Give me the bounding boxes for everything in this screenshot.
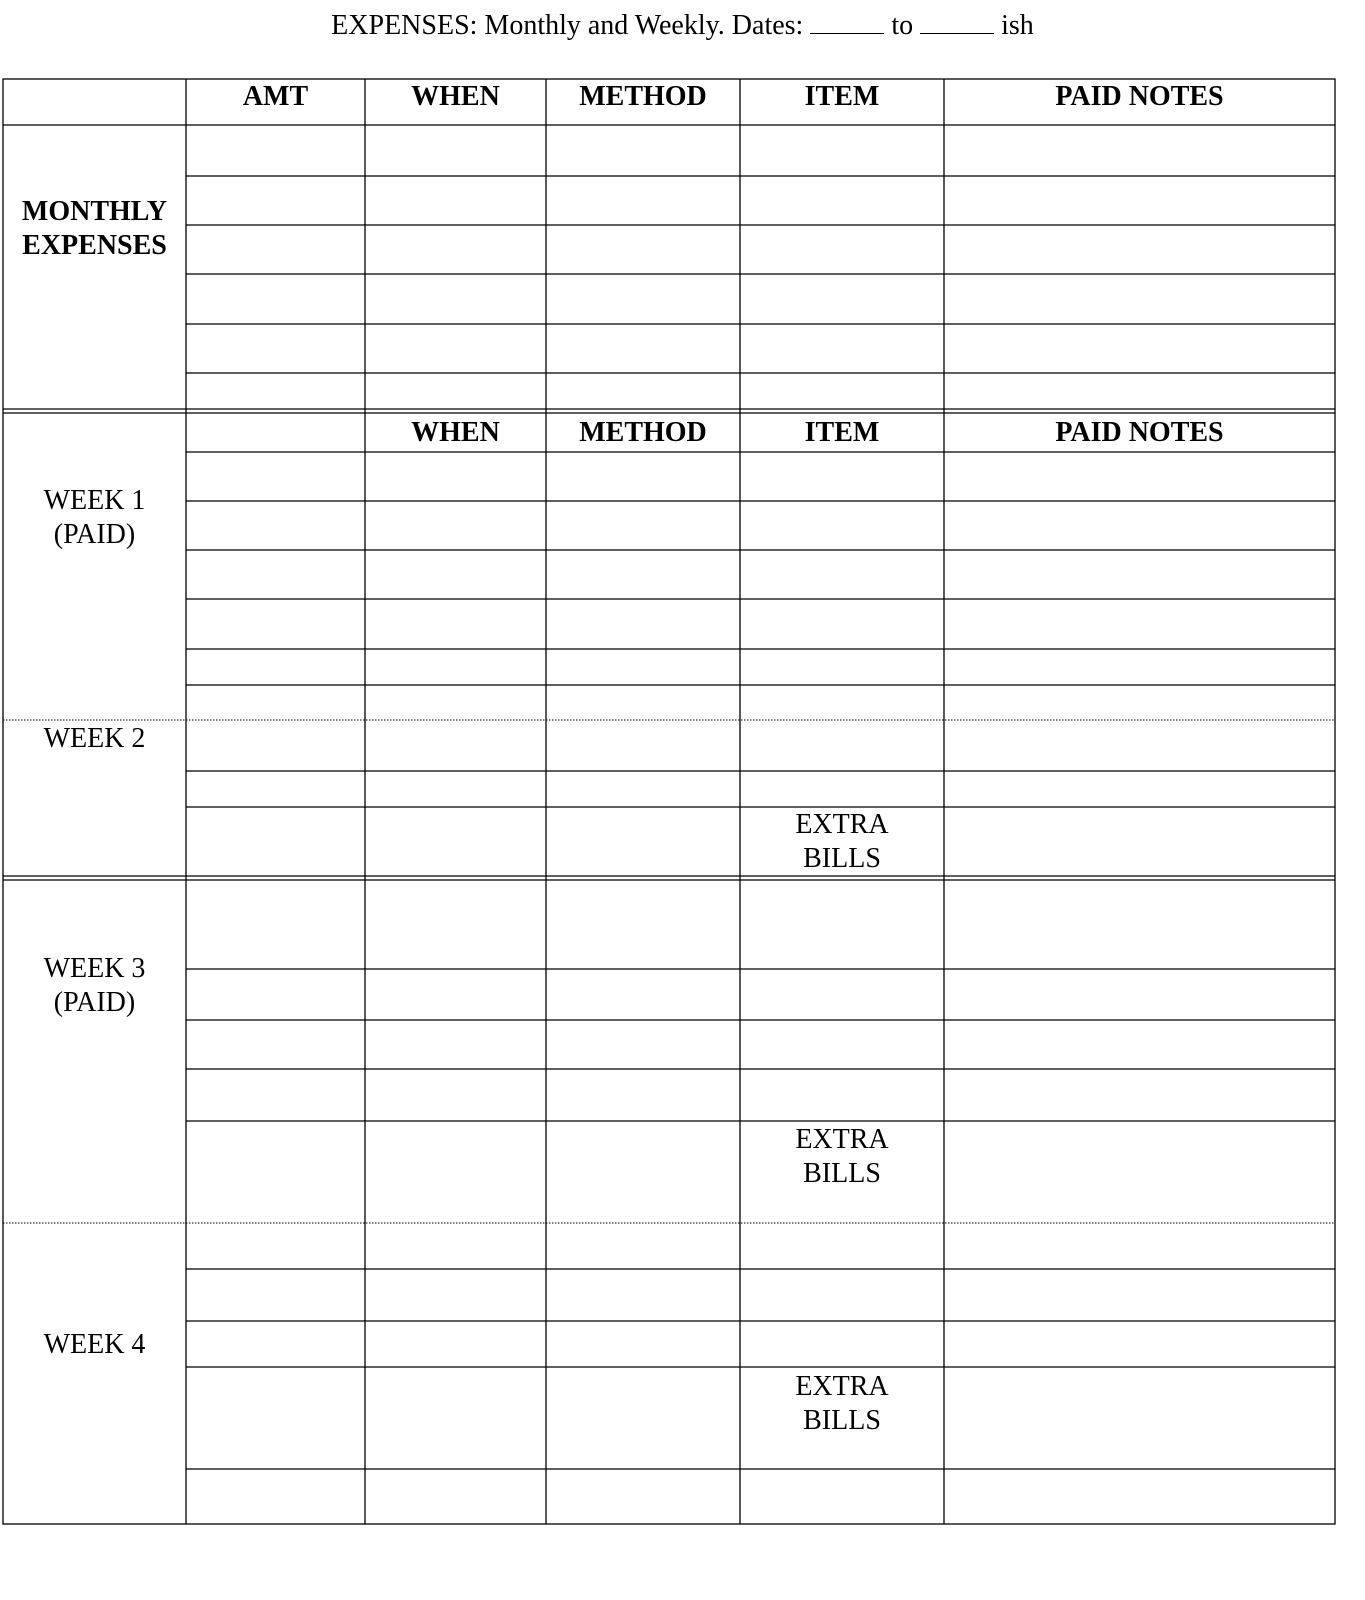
extra-bills-week4: EXTRA BILLS <box>795 1371 889 1436</box>
title-suffix: ish <box>1001 10 1034 41</box>
header-item: ITEM <box>804 81 880 112</box>
header2-method: METHOD <box>579 417 707 448</box>
extra-bills-week2: EXTRA BILLS <box>795 809 889 874</box>
extra-bills-week3: EXTRA BILLS <box>795 1124 889 1189</box>
header-paid-notes: PAID NOTES <box>1055 81 1224 112</box>
section-label-week2: WEEK 2 <box>43 723 146 754</box>
header2-item: ITEM <box>804 417 880 448</box>
title-to: to <box>891 10 914 41</box>
header-when: WHEN <box>411 81 500 112</box>
title-prefix: EXPENSES: Monthly and Weekly. Dates: <box>331 10 804 41</box>
header2-paid-notes: PAID NOTES <box>1055 417 1224 448</box>
header-amt: AMT <box>242 81 309 112</box>
section-label-week4: WEEK 4 <box>43 1329 146 1360</box>
header-method: METHOD <box>579 81 707 112</box>
section-label-week3: WEEK 3 (PAID) <box>43 953 146 1018</box>
section-label-monthly: MONTHLY EXPENSES <box>21 196 168 261</box>
section-label-week1: WEEK 1 (PAID) <box>43 485 146 550</box>
header2-when: WHEN <box>411 417 500 448</box>
table-border <box>3 79 1335 1524</box>
